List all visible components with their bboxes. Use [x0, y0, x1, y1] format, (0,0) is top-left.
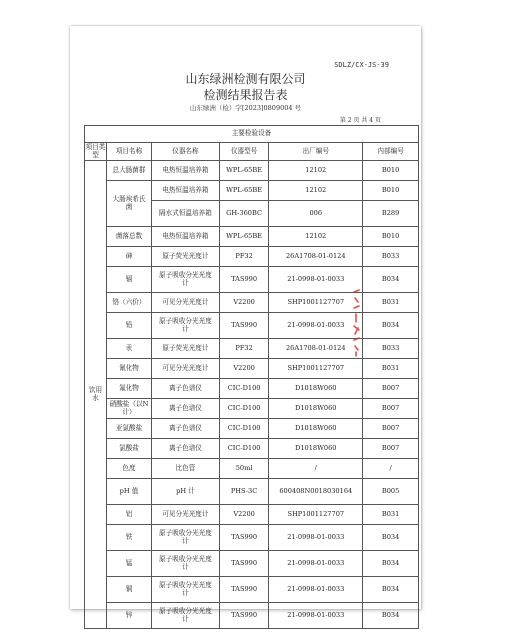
internal-cell: B005: [363, 479, 419, 505]
serial-cell: D1018W060: [269, 399, 363, 419]
item-name-cell: 总大肠菌群: [107, 161, 152, 181]
instrument-cell: 可见分光光度计: [151, 293, 219, 313]
table-row: [85, 419, 419, 439]
table-row: [85, 313, 419, 339]
table-row: [85, 459, 419, 479]
instrument-cell: 离子色谱仪: [151, 399, 219, 419]
model-cell: CIC-D100: [219, 439, 268, 459]
internal-cell: B034: [363, 313, 419, 339]
item-name-cell: 汞: [107, 339, 152, 359]
item-name-cell: 镉: [107, 267, 152, 293]
serial-cell: D1018W060: [269, 419, 363, 439]
serial-cell: 12102: [269, 181, 363, 201]
table-row: [85, 399, 419, 419]
table-row: [85, 505, 419, 525]
seal-fragment-icon: [352, 288, 361, 358]
model-cell: PF32: [219, 339, 268, 359]
internal-cell: B031: [363, 505, 419, 525]
instrument-cell: 可见分光光度计: [151, 359, 219, 379]
model-cell: CIC-D100: [219, 419, 268, 439]
item-name-cell: 色度: [107, 459, 152, 479]
item-name-cell: 亚氯酸盐: [107, 419, 152, 439]
item-name-cell: 铝: [107, 505, 152, 525]
internal-cell: B034: [363, 267, 419, 293]
serial-cell: 600408N0018030164: [269, 479, 363, 505]
model-cell: WPL-65BE: [219, 181, 268, 201]
item-name-cell: 铅: [107, 313, 152, 339]
serial-cell: 21-0998-01-0033: [269, 603, 363, 629]
table-row: [85, 293, 419, 313]
model-cell: TAS990: [219, 267, 268, 293]
instrument-cell: 原子荧光光度计: [151, 339, 219, 359]
instrument-cell: pH 计: [151, 479, 219, 505]
table-row: [85, 379, 419, 399]
model-cell: PF32: [219, 247, 268, 267]
internal-cell: B007: [363, 399, 419, 419]
internal-cell: B034: [363, 603, 419, 629]
model-cell: 50ml: [219, 459, 268, 479]
instrument-cell: 原子吸收分光光度计: [151, 525, 219, 551]
item-name-cell: 铁: [107, 525, 152, 551]
instrument-cell: 隔水式恒温培养箱: [151, 201, 219, 227]
document-code: SDLZ/CX-JS-39: [334, 61, 389, 69]
table-row: [85, 161, 419, 181]
table-row: [85, 439, 419, 459]
internal-cell: B031: [363, 359, 419, 379]
model-cell: V2200: [219, 505, 268, 525]
serial-cell: 26A1708-01-0124: [269, 339, 363, 359]
serial-cell: 21-0998-01-0033: [269, 577, 363, 603]
table-caption: 主要检验设备: [85, 126, 419, 143]
instrument-cell: 原子吸收分光光度计: [151, 551, 219, 577]
instrument-cell: 原子吸收分光光度计: [151, 313, 219, 339]
serial-cell: SHP1001127707: [269, 505, 363, 525]
serial-cell: 21-0998-01-0033: [269, 313, 363, 339]
report-number: 山东绿洲（检）字[2023]0809004 号: [189, 104, 302, 112]
table-row: [85, 359, 419, 379]
item-name-cell: 菌落总数: [107, 227, 152, 247]
internal-cell: /: [363, 459, 419, 479]
serial-cell: 12102: [269, 161, 363, 181]
table-row: [85, 525, 419, 551]
item-name-cell: 锰: [107, 551, 152, 577]
table-row: [85, 577, 419, 603]
column-header: 仪器名称: [151, 143, 219, 161]
table-row: [85, 339, 419, 359]
serial-cell: 21-0998-01-0033: [269, 525, 363, 551]
instrument-cell: 比色管: [151, 459, 219, 479]
instrument-cell: 可见分光光度计: [151, 505, 219, 525]
model-cell: V2200: [219, 359, 268, 379]
model-cell: TAS990: [219, 525, 268, 551]
instrument-cell: 离子色谱仪: [151, 379, 219, 399]
table-row: [85, 603, 419, 629]
model-cell: TAS990: [219, 603, 268, 629]
category-cell: 饮用水: [85, 161, 107, 629]
instrument-cell: 电热恒温培养箱: [151, 181, 219, 201]
column-header: 项目类型: [85, 142, 106, 159]
model-cell: TAS990: [219, 551, 268, 577]
model-cell: TAS990: [219, 577, 268, 603]
item-name-cell: 砷: [107, 247, 152, 267]
table-row: [85, 181, 419, 201]
internal-cell: B033: [363, 339, 419, 359]
item-name-cell: 锌: [107, 603, 152, 629]
model-cell: PHS-3C: [219, 479, 268, 505]
serial-cell: /: [269, 459, 363, 479]
model-cell: V2200: [219, 293, 268, 313]
model-cell: WPL-65BE: [219, 227, 268, 247]
internal-cell: B010: [363, 227, 419, 247]
instrument-cell: 离子色谱仪: [151, 419, 219, 439]
internal-cell: B031: [363, 293, 419, 313]
internal-cell: B034: [363, 577, 419, 603]
item-name-cell: 硝酸盐（以N计）: [107, 399, 152, 419]
instrument-cell: 离子色谱仪: [151, 439, 219, 459]
model-cell: CIC-D100: [219, 379, 268, 399]
instrument-cell: 原子吸收分光光度计: [151, 577, 219, 603]
model-cell: CIC-D100: [219, 399, 268, 419]
serial-cell: 21-0998-01-0033: [269, 267, 363, 293]
serial-cell: 21-0998-01-0033: [269, 551, 363, 577]
internal-cell: B007: [363, 419, 419, 439]
internal-cell: B010: [363, 161, 419, 181]
instrument-cell: 原子吸收分光光度计: [151, 603, 219, 629]
item-name-cell: 大肠埃希氏菌: [107, 181, 152, 227]
model-cell: GH-360BC: [219, 201, 268, 227]
item-name-cell: pH 值: [107, 479, 152, 505]
item-name-cell: 氟化物: [107, 379, 152, 399]
internal-cell: B034: [363, 525, 419, 551]
internal-cell: B007: [363, 379, 419, 399]
instrument-cell: 电热恒温培养箱: [151, 161, 219, 181]
table-row: [85, 551, 419, 577]
item-name-cell: 铜: [107, 577, 152, 603]
internal-cell: B007: [363, 439, 419, 459]
document-page: [70, 26, 421, 623]
column-header: 项目名称: [107, 143, 152, 161]
serial-cell: SHP1001127707: [269, 359, 363, 379]
table-row: [85, 267, 419, 293]
instrument-cell: 原子吸收分光光度计: [151, 267, 219, 293]
table-row: [85, 479, 419, 505]
item-name-cell: 氰化物: [107, 359, 152, 379]
instrument-cell: 原子荧光光度计: [151, 247, 219, 267]
table-row: [85, 247, 419, 267]
serial-cell: 26A1708-01-0124: [269, 247, 363, 267]
internal-cell: B289: [363, 201, 419, 227]
report-title: 检测结果报告表: [203, 88, 288, 102]
red-seal-stamp: [352, 288, 361, 358]
page-indicator: 第 2 页 共 4 页: [339, 117, 381, 124]
company-name: 山东绿洲检测有限公司: [185, 72, 306, 86]
serial-cell: D1018W060: [269, 379, 363, 399]
column-header: 仪器型号: [219, 143, 268, 161]
internal-cell: B034: [363, 551, 419, 577]
internal-cell: B010: [363, 181, 419, 201]
internal-cell: B033: [363, 247, 419, 267]
serial-cell: 006: [269, 201, 363, 227]
item-name-cell: 氯酸盐: [107, 439, 152, 459]
column-header: 出厂编号: [269, 143, 363, 161]
column-header: 内部编号: [363, 143, 419, 161]
model-cell: TAS990: [219, 313, 268, 339]
instrument-cell: 电热恒温培养箱: [151, 227, 219, 247]
model-cell: WPL-65BE: [219, 161, 268, 181]
serial-cell: SHP1001127707: [269, 293, 363, 313]
serial-cell: 12102: [269, 227, 363, 247]
equipment-table: [84, 125, 419, 629]
item-name-cell: 铬（六价）: [107, 293, 152, 313]
table-row: [85, 227, 419, 247]
serial-cell: D1018W060: [269, 439, 363, 459]
